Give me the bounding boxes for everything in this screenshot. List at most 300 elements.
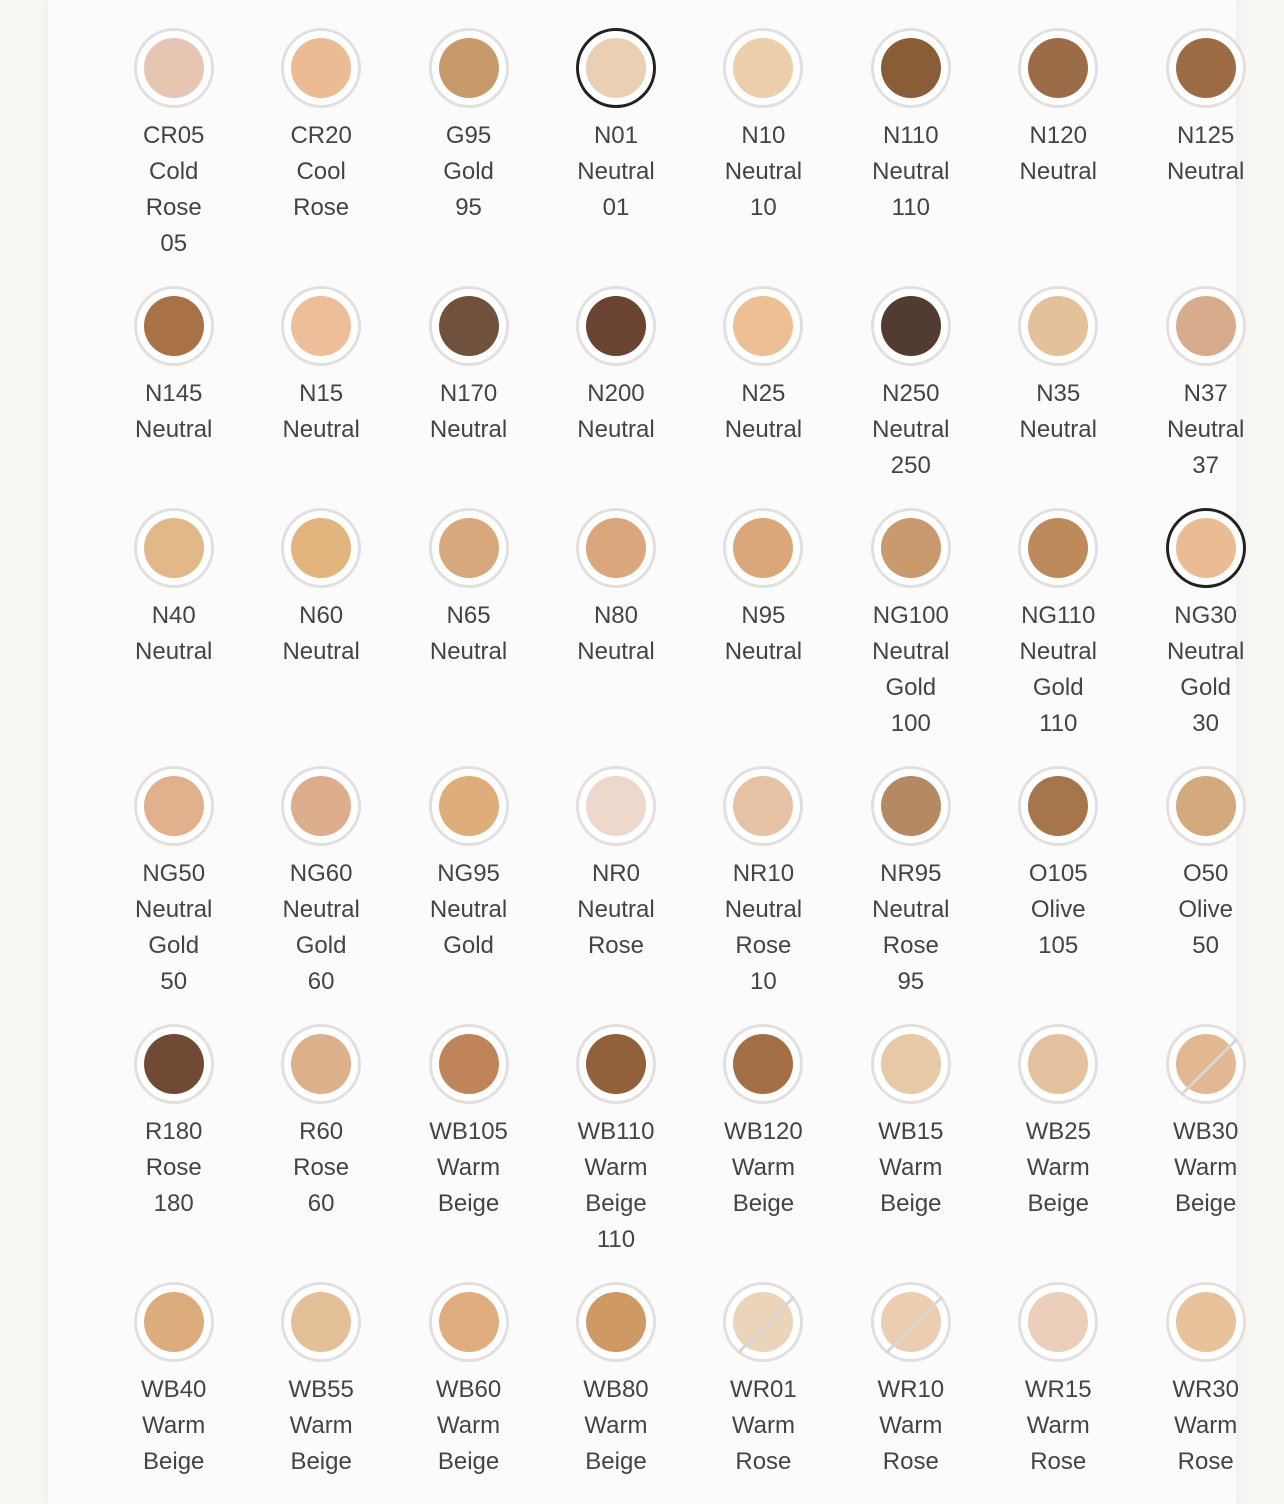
shade-ring[interactable] bbox=[281, 28, 361, 108]
shade-code: WB120 bbox=[724, 1118, 803, 1145]
shade-color-dot bbox=[439, 776, 499, 836]
shade-swatch-n01[interactable] bbox=[542, 28, 689, 286]
shade-color-dot bbox=[586, 1034, 646, 1094]
shade-code: CR20 bbox=[290, 122, 352, 149]
shade-name-line: Gold bbox=[885, 674, 937, 701]
shade-name-line: Warm bbox=[1026, 1412, 1090, 1439]
shade-swatch-n95[interactable] bbox=[690, 508, 837, 766]
shade-swatch-wr10[interactable] bbox=[837, 1282, 984, 1504]
shade-color-dot bbox=[881, 1034, 941, 1094]
shade-swatch-wr30[interactable] bbox=[1132, 1282, 1279, 1504]
shade-color-dot bbox=[586, 1292, 646, 1352]
shade-name-line: Warm bbox=[1174, 1412, 1238, 1439]
shade-code: WB55 bbox=[288, 1376, 354, 1403]
shade-swatch-wb80[interactable] bbox=[542, 1282, 689, 1504]
shade-ring[interactable] bbox=[723, 508, 803, 588]
shade-color-dot bbox=[1176, 1292, 1236, 1352]
shade-label bbox=[577, 856, 654, 964]
shade-swatch-o105[interactable] bbox=[985, 766, 1132, 1024]
shade-code: WB60 bbox=[435, 1376, 502, 1403]
shade-name-line: 250 bbox=[890, 452, 931, 479]
shade-swatch-ng100[interactable] bbox=[837, 508, 984, 766]
shade-name-line: Rose bbox=[735, 932, 792, 959]
shade-swatch-wb105[interactable] bbox=[395, 1024, 542, 1282]
shade-ring[interactable] bbox=[1166, 1024, 1246, 1104]
shade-ring[interactable] bbox=[429, 28, 509, 108]
shade-ring[interactable] bbox=[723, 1024, 803, 1104]
shade-name-line: Warm bbox=[289, 1412, 353, 1439]
shade-name-line: 180 bbox=[153, 1190, 194, 1217]
shade-label bbox=[1020, 376, 1097, 448]
shade-ring[interactable] bbox=[1166, 766, 1246, 846]
shade-label bbox=[282, 856, 359, 1000]
shade-name-line: Cold bbox=[149, 158, 199, 185]
shade-swatch-n170[interactable] bbox=[395, 286, 542, 508]
shade-code: N125 bbox=[1176, 122, 1235, 149]
shade-label bbox=[1178, 856, 1233, 964]
shade-name-line: Beige bbox=[1027, 1190, 1089, 1217]
shade-ring[interactable] bbox=[134, 1282, 214, 1362]
shade-name-line: Gold bbox=[148, 932, 200, 959]
shade-ring[interactable] bbox=[1018, 28, 1098, 108]
shade-label bbox=[430, 376, 507, 448]
shade-name-line: Neutral bbox=[724, 416, 803, 443]
shade-color-dot bbox=[291, 296, 351, 356]
shade-code: R60 bbox=[299, 1118, 344, 1145]
shade-label bbox=[730, 1372, 797, 1480]
shade-code: N200 bbox=[587, 380, 645, 407]
shade-name-line: Beige bbox=[143, 1448, 205, 1475]
shade-code: N80 bbox=[593, 602, 638, 629]
shade-color-dot bbox=[733, 1034, 793, 1094]
shade-ring[interactable] bbox=[871, 508, 951, 588]
shade-color-dot bbox=[881, 38, 941, 98]
shade-name-line: Neutral bbox=[724, 896, 803, 923]
shade-code: WB30 bbox=[1172, 1118, 1239, 1145]
shade-code: N25 bbox=[741, 380, 786, 407]
shade-ring[interactable] bbox=[281, 1282, 361, 1362]
shade-label bbox=[577, 376, 654, 448]
shade-swatch-wb40[interactable] bbox=[100, 1282, 247, 1504]
shade-color-dot bbox=[144, 1292, 204, 1352]
shade-label bbox=[583, 1372, 648, 1480]
shade-swatch-n40[interactable] bbox=[100, 508, 247, 766]
shade-name-line: Beige bbox=[437, 1190, 500, 1217]
shade-swatch-wb110[interactable] bbox=[542, 1024, 689, 1282]
shade-code: N65 bbox=[446, 602, 491, 629]
shade-swatch-n110[interactable] bbox=[837, 28, 984, 286]
shade-ring[interactable] bbox=[1018, 766, 1098, 846]
shade-color-dot bbox=[144, 518, 204, 578]
shade-ring[interactable] bbox=[576, 1024, 656, 1104]
shade-ring[interactable] bbox=[134, 508, 214, 588]
shade-swatch-n120[interactable] bbox=[985, 28, 1132, 286]
shade-swatch-wr15[interactable] bbox=[985, 1282, 1132, 1504]
shade-name-line: Warm bbox=[142, 1412, 206, 1439]
shade-swatch-nr0[interactable] bbox=[542, 766, 689, 1024]
shade-ring[interactable] bbox=[429, 286, 509, 366]
shade-swatch-wb60[interactable] bbox=[395, 1282, 542, 1504]
shade-label bbox=[430, 856, 507, 964]
shade-label bbox=[135, 598, 212, 670]
shade-label bbox=[577, 118, 654, 226]
shade-code: NR95 bbox=[880, 860, 942, 887]
shade-grid bbox=[100, 28, 1279, 1504]
shade-label bbox=[877, 1372, 944, 1480]
shade-color-dot bbox=[1028, 518, 1088, 578]
shade-color-dot bbox=[291, 1292, 351, 1352]
shade-name-line: 60 bbox=[307, 1190, 335, 1217]
shade-code: N110 bbox=[883, 122, 939, 149]
shade-swatch-ng50[interactable] bbox=[100, 766, 247, 1024]
shade-swatch-ng95[interactable] bbox=[395, 766, 542, 1024]
shade-color-dot bbox=[586, 38, 646, 98]
shade-label bbox=[1172, 1372, 1239, 1480]
shade-swatch-cr20[interactable] bbox=[247, 28, 394, 286]
shade-color-dot bbox=[733, 38, 793, 98]
shade-name-line: Beige bbox=[1174, 1190, 1237, 1217]
shade-name-line: Warm bbox=[731, 1154, 795, 1181]
shade-color-dot bbox=[1028, 776, 1088, 836]
shade-color-dot bbox=[439, 1034, 499, 1094]
shade-name-line: 100 bbox=[890, 710, 931, 737]
shade-name-line: Beige bbox=[880, 1190, 942, 1217]
shade-code: WR10 bbox=[877, 1376, 945, 1403]
shade-label bbox=[282, 598, 359, 670]
shade-code: N250 bbox=[882, 380, 940, 407]
shade-name-line: Olive bbox=[1178, 896, 1233, 923]
shade-ring[interactable] bbox=[723, 286, 803, 366]
shade-label bbox=[1020, 598, 1097, 742]
shade-name-line: Neutral bbox=[135, 416, 213, 443]
shade-color-dot bbox=[1176, 776, 1236, 836]
shade-name-line: Olive bbox=[1030, 896, 1086, 923]
shade-swatch-n15[interactable] bbox=[247, 286, 394, 508]
shade-swatch-g95[interactable] bbox=[395, 28, 542, 286]
shade-swatch-wr01[interactable] bbox=[690, 1282, 837, 1504]
shade-ring[interactable] bbox=[429, 1282, 509, 1362]
shade-code: WB15 bbox=[878, 1118, 944, 1145]
shade-color-dot bbox=[439, 518, 499, 578]
shade-code: O105 bbox=[1028, 860, 1088, 887]
shade-label bbox=[141, 1372, 206, 1480]
shade-name-line: Neutral bbox=[1166, 416, 1245, 443]
shade-code: R180 bbox=[145, 1118, 203, 1145]
shade-swatch-n145[interactable] bbox=[100, 286, 247, 508]
shade-name-line: Warm bbox=[437, 1412, 501, 1439]
shade-name-line: 105 bbox=[1038, 932, 1079, 959]
shade-code: WB25 bbox=[1025, 1118, 1091, 1145]
shade-label bbox=[1020, 118, 1097, 190]
shade-name-line: 01 bbox=[602, 194, 630, 221]
shade-color-dot bbox=[881, 776, 941, 836]
shade-color-dot bbox=[586, 518, 646, 578]
shade-name-line: Rose bbox=[735, 1448, 792, 1475]
shade-name-line: Rose bbox=[1030, 1448, 1087, 1475]
shade-swatch-wb30[interactable] bbox=[1132, 1024, 1279, 1282]
shade-name-line: 60 bbox=[307, 968, 335, 995]
shade-swatch-cr05[interactable] bbox=[100, 28, 247, 286]
shade-code: N35 bbox=[1036, 380, 1081, 407]
shade-code: NR0 bbox=[591, 860, 640, 887]
shade-name-line: Neutral bbox=[872, 158, 950, 185]
shade-name-line: Warm bbox=[879, 1412, 943, 1439]
shade-label bbox=[1029, 856, 1088, 964]
shade-name-line: Neutral bbox=[135, 638, 213, 665]
shade-ring[interactable] bbox=[871, 1282, 951, 1362]
shade-code: N40 bbox=[151, 602, 196, 629]
shade-name-line: Neutral bbox=[872, 638, 950, 665]
shade-ring[interactable] bbox=[1166, 286, 1246, 366]
shade-name-line: Neutral bbox=[577, 416, 655, 443]
shade-swatch-n65[interactable] bbox=[395, 508, 542, 766]
shade-ring[interactable] bbox=[576, 286, 656, 366]
shade-name-line: Neutral bbox=[429, 638, 508, 665]
shade-swatch-n200[interactable] bbox=[542, 286, 689, 508]
shade-ring[interactable] bbox=[429, 1024, 509, 1104]
shade-color-dot bbox=[1176, 1034, 1236, 1094]
shade-label bbox=[872, 856, 949, 1000]
shade-code: WR30 bbox=[1172, 1376, 1239, 1403]
shade-code: NG100 bbox=[872, 602, 949, 629]
shade-name-line: Rose bbox=[293, 1154, 350, 1181]
shade-name-line: Warm bbox=[584, 1412, 648, 1439]
shade-code: N60 bbox=[299, 602, 344, 629]
shade-swatch-wb15[interactable] bbox=[837, 1024, 984, 1282]
shade-name-line: 110 bbox=[891, 194, 930, 221]
shade-name-line: Neutral bbox=[872, 896, 950, 923]
shade-name-line: Gold bbox=[1032, 674, 1084, 701]
shade-label bbox=[725, 376, 802, 448]
shade-ring[interactable] bbox=[281, 1024, 361, 1104]
shade-ring[interactable] bbox=[1018, 286, 1098, 366]
shade-panel bbox=[48, 0, 1245, 1504]
shade-label bbox=[135, 376, 212, 448]
shade-code: WR15 bbox=[1024, 1376, 1092, 1403]
shade-ring[interactable] bbox=[723, 28, 803, 108]
shade-swatch-n250[interactable] bbox=[837, 286, 984, 508]
shade-code: WB110 bbox=[577, 1118, 655, 1145]
shade-swatch-n80[interactable] bbox=[542, 508, 689, 766]
shade-ring[interactable] bbox=[871, 1024, 951, 1104]
shade-ring[interactable] bbox=[1018, 1282, 1098, 1362]
shade-code: NG50 bbox=[142, 860, 206, 887]
shade-code: N145 bbox=[145, 380, 203, 407]
shade-color-dot bbox=[586, 776, 646, 836]
shade-code: N37 bbox=[1183, 380, 1228, 407]
shade-color-dot bbox=[439, 38, 499, 98]
shade-name-line: Neutral bbox=[429, 416, 508, 443]
shade-ring[interactable] bbox=[576, 508, 656, 588]
shade-ring[interactable] bbox=[1018, 508, 1098, 588]
shade-name-line: 10 bbox=[750, 194, 777, 221]
shade-name-line: Cool bbox=[296, 158, 346, 185]
shade-name-line: Neutral bbox=[1019, 158, 1097, 185]
shade-code: NG60 bbox=[289, 860, 353, 887]
shade-label bbox=[724, 1114, 803, 1222]
shade-swatch-n10[interactable] bbox=[690, 28, 837, 286]
shade-name-line: Beige bbox=[585, 1190, 647, 1217]
shade-color-dot bbox=[439, 1292, 499, 1352]
shade-name-line: Neutral bbox=[429, 896, 508, 923]
shade-swatch-r60[interactable] bbox=[247, 1024, 394, 1282]
shade-name-line: Neutral bbox=[282, 638, 360, 665]
shade-ring[interactable] bbox=[576, 766, 656, 846]
shade-label bbox=[872, 118, 949, 226]
shade-swatch-n35[interactable] bbox=[985, 286, 1132, 508]
shade-label bbox=[725, 598, 802, 670]
shade-label bbox=[578, 1114, 655, 1258]
shade-name-line: 110 bbox=[596, 1226, 636, 1253]
shade-ring[interactable] bbox=[134, 28, 214, 108]
shade-swatch-nr10[interactable] bbox=[690, 766, 837, 1024]
shade-ring[interactable] bbox=[1018, 1024, 1098, 1104]
shade-name-line: Rose bbox=[882, 932, 939, 959]
shade-swatch-ng110[interactable] bbox=[985, 508, 1132, 766]
shade-swatch-wb55[interactable] bbox=[247, 1282, 394, 1504]
shade-label bbox=[872, 376, 949, 484]
shade-name-line: Beige bbox=[290, 1448, 352, 1475]
shade-label bbox=[1173, 1114, 1238, 1222]
shade-code: NG30 bbox=[1174, 602, 1237, 629]
shade-label bbox=[1167, 118, 1244, 190]
shade-code: G95 bbox=[445, 122, 492, 149]
shade-name-line: 95 bbox=[897, 968, 925, 995]
shade-swatch-wb25[interactable] bbox=[985, 1024, 1132, 1282]
shade-swatch-r180[interactable] bbox=[100, 1024, 247, 1282]
shade-name-line: Warm bbox=[584, 1154, 648, 1181]
shade-color-dot bbox=[1176, 38, 1236, 98]
shade-code: N01 bbox=[593, 122, 638, 149]
shade-name-line: Neutral bbox=[724, 158, 803, 185]
shade-color-dot bbox=[291, 776, 351, 836]
shade-swatch-wb120[interactable] bbox=[690, 1024, 837, 1282]
shade-ring[interactable] bbox=[1166, 1282, 1246, 1362]
shade-name-line: Warm bbox=[879, 1154, 943, 1181]
shade-label bbox=[577, 598, 654, 670]
shade-color-dot bbox=[881, 518, 941, 578]
shade-name-line: 50 bbox=[1192, 932, 1219, 959]
shade-label bbox=[436, 1372, 501, 1480]
shade-label bbox=[725, 856, 802, 1000]
shade-code: NR10 bbox=[732, 860, 795, 887]
shade-swatch-nr95[interactable] bbox=[837, 766, 984, 1024]
shade-code: WR01 bbox=[730, 1376, 797, 1403]
shade-name-line: Gold bbox=[295, 932, 347, 959]
shade-ring[interactable] bbox=[429, 508, 509, 588]
shade-ring[interactable] bbox=[576, 28, 656, 108]
shade-ring[interactable] bbox=[281, 766, 361, 846]
shade-ring[interactable] bbox=[576, 1282, 656, 1362]
shade-label bbox=[429, 1114, 508, 1222]
shade-name-line: Rose bbox=[145, 1154, 202, 1181]
shade-swatch-ng30[interactable] bbox=[1132, 508, 1279, 766]
shade-color-dot bbox=[1028, 1292, 1088, 1352]
shade-code: N95 bbox=[741, 602, 786, 629]
shade-code: NG95 bbox=[437, 860, 500, 887]
shade-name-line: Neutral bbox=[872, 416, 950, 443]
shade-color-dot bbox=[144, 776, 204, 836]
shade-swatch-o50[interactable] bbox=[1132, 766, 1279, 1024]
shade-ring[interactable] bbox=[1166, 28, 1246, 108]
shade-ring[interactable] bbox=[871, 766, 951, 846]
shade-label bbox=[725, 118, 802, 226]
shade-color-dot bbox=[881, 296, 941, 356]
shade-label bbox=[143, 118, 204, 262]
shade-ring[interactable] bbox=[134, 766, 214, 846]
shade-color-dot bbox=[1028, 296, 1088, 356]
shade-name-line: Neutral bbox=[135, 896, 213, 923]
shade-ring[interactable] bbox=[281, 286, 361, 366]
shade-label bbox=[1167, 598, 1244, 742]
shade-code: CR05 bbox=[143, 122, 205, 149]
shade-color-dot bbox=[144, 296, 204, 356]
shade-code: N170 bbox=[439, 380, 498, 407]
shade-label bbox=[872, 598, 949, 742]
shade-label bbox=[878, 1114, 943, 1222]
shade-label bbox=[288, 1372, 353, 1480]
shade-label bbox=[145, 1114, 202, 1222]
shade-swatch-n60[interactable] bbox=[247, 508, 394, 766]
shade-name-line: 10 bbox=[750, 968, 777, 995]
shade-swatch-n125[interactable] bbox=[1132, 28, 1279, 286]
shade-name-line: Neutral bbox=[577, 896, 655, 923]
shade-name-line: 110 bbox=[1039, 710, 1078, 737]
shade-ring[interactable] bbox=[134, 286, 214, 366]
shade-ring[interactable] bbox=[723, 1282, 803, 1362]
shade-name-line: Gold bbox=[1180, 674, 1231, 701]
shade-label bbox=[1167, 376, 1244, 484]
shade-name-line: 95 bbox=[455, 194, 482, 221]
shade-code: O50 bbox=[1182, 860, 1229, 887]
shade-label bbox=[443, 118, 494, 226]
shade-color-dot bbox=[291, 38, 351, 98]
shade-name-line: Warm bbox=[731, 1412, 795, 1439]
shade-name-line: 30 bbox=[1192, 710, 1219, 737]
shade-name-line: Beige bbox=[585, 1448, 647, 1475]
shade-swatch-n37[interactable] bbox=[1132, 286, 1279, 508]
shade-name-line: Neutral bbox=[577, 158, 655, 185]
shade-swatch-n25[interactable] bbox=[690, 286, 837, 508]
shade-name-line: Gold bbox=[443, 932, 494, 959]
shade-name-line: Warm bbox=[437, 1154, 501, 1181]
shade-ring[interactable] bbox=[871, 286, 951, 366]
shade-ring[interactable] bbox=[281, 508, 361, 588]
shade-ring[interactable] bbox=[871, 28, 951, 108]
shade-label bbox=[290, 118, 351, 226]
shade-name-line: Neutral bbox=[1166, 158, 1245, 185]
shade-name-line: 05 bbox=[160, 230, 188, 257]
shade-label bbox=[282, 376, 359, 448]
shade-code: WB40 bbox=[141, 1376, 207, 1403]
shade-ring[interactable] bbox=[134, 1024, 214, 1104]
shade-name-line: Warm bbox=[1174, 1154, 1238, 1181]
shade-name-line: Neutral bbox=[577, 638, 655, 665]
shade-name-line: 50 bbox=[160, 968, 188, 995]
shade-name-line: Rose bbox=[293, 194, 350, 221]
shade-name-line: Rose bbox=[1177, 1448, 1234, 1475]
shade-ring[interactable] bbox=[723, 766, 803, 846]
shade-name-line: Beige bbox=[437, 1448, 500, 1475]
shade-swatch-ng60[interactable] bbox=[247, 766, 394, 1024]
shade-code: WB80 bbox=[583, 1376, 649, 1403]
shade-label bbox=[1026, 1114, 1091, 1222]
shade-ring[interactable] bbox=[429, 766, 509, 846]
shade-label bbox=[1025, 1372, 1092, 1480]
shade-ring[interactable] bbox=[1166, 508, 1246, 588]
shade-name-line: Gold bbox=[443, 158, 494, 185]
shade-name-line: Warm bbox=[1026, 1154, 1090, 1181]
